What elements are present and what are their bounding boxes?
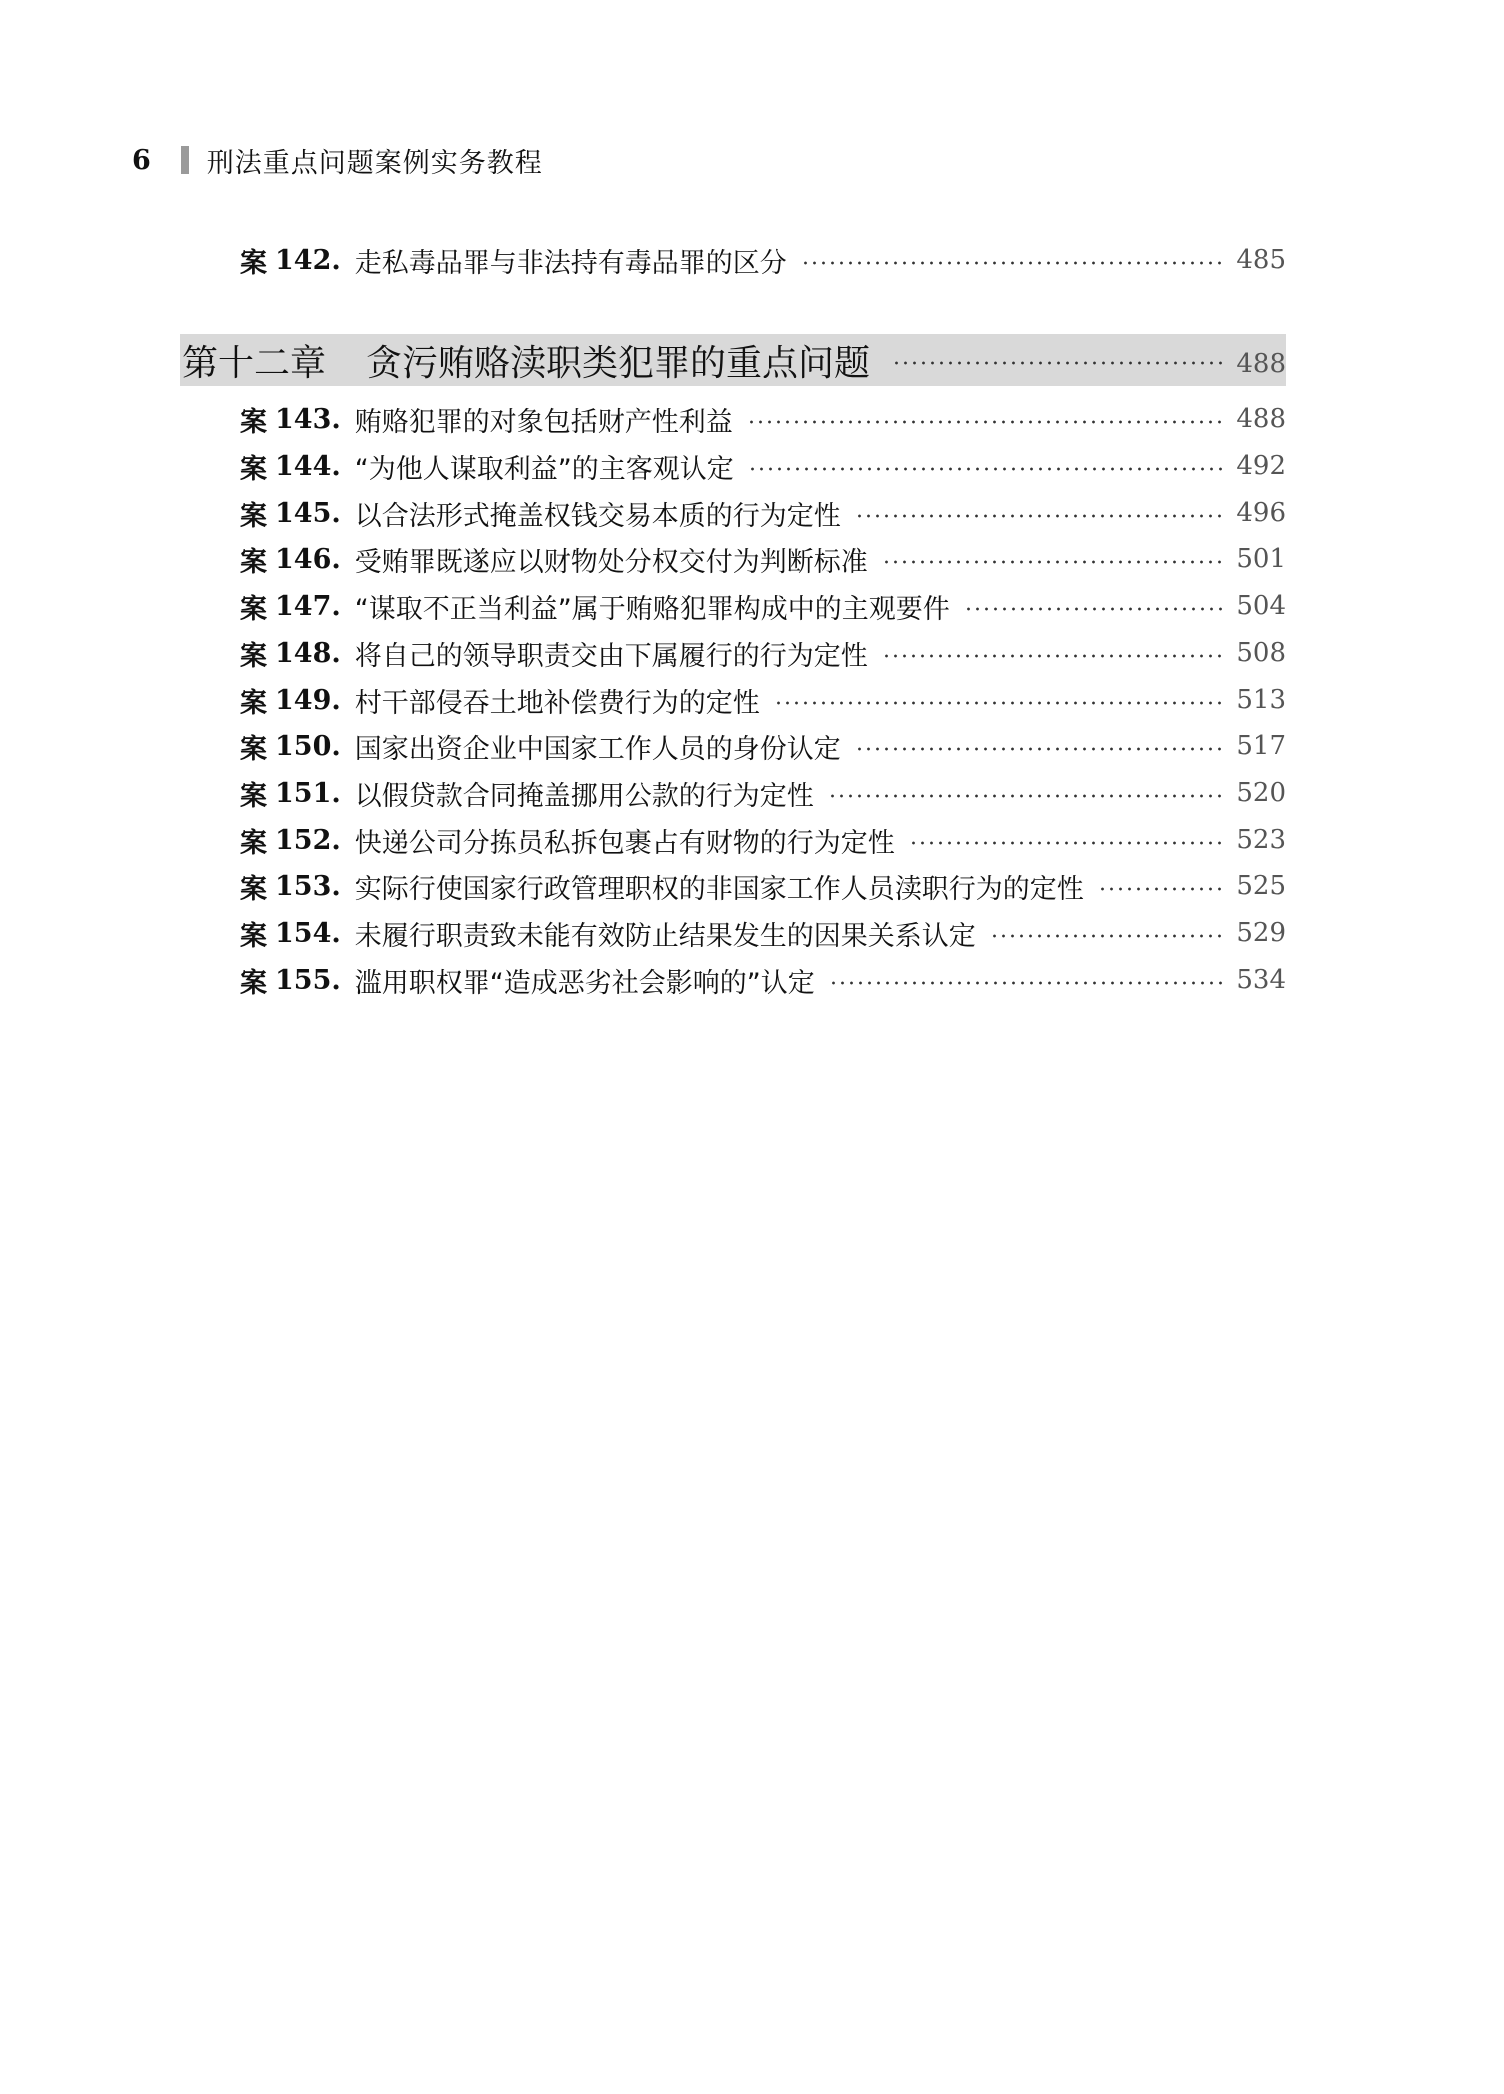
page-reference: 517	[1236, 731, 1286, 761]
dot-leader	[964, 607, 1223, 611]
dot-leader	[855, 514, 1223, 518]
dot-leader	[909, 841, 1223, 845]
dot-leader	[828, 794, 1223, 798]
toc-entry[interactable]	[240, 493, 1286, 533]
case-number: 146.	[275, 543, 341, 575]
entry-title: 国家出资企业中国家工作人员的身份认定	[354, 733, 841, 765]
case-number: 150.	[275, 730, 341, 762]
dot-leader	[747, 420, 1223, 424]
dot-leader	[1098, 887, 1223, 891]
toc-entry[interactable]	[240, 680, 1286, 720]
toc-entry[interactable]	[240, 399, 1286, 439]
toc-entry[interactable]	[240, 726, 1286, 766]
page-reference: 504	[1236, 591, 1286, 621]
toc-entry[interactable]	[240, 240, 1286, 280]
case-label: 案	[240, 546, 267, 578]
case-number: 151.	[275, 777, 341, 809]
page-reference: 525	[1236, 871, 1286, 901]
entry-title: 未履行职责致未能有效防止结果发生的因果关系认定	[354, 920, 976, 952]
toc-entry[interactable]	[240, 913, 1286, 953]
dot-leader	[829, 981, 1223, 985]
entry-title: 以合法形式掩盖权钱交易本质的行为定性	[354, 500, 841, 532]
case-label: 案	[240, 733, 267, 765]
dot-leader	[990, 934, 1223, 938]
entry-title: 将自己的领导职责交由下属履行的行为定性	[354, 640, 868, 672]
toc-entry[interactable]	[240, 773, 1286, 813]
toc-entry[interactable]	[240, 539, 1286, 579]
toc-entry[interactable]	[240, 820, 1286, 860]
case-label: 案	[240, 406, 267, 438]
case-number: 144.	[275, 450, 341, 482]
case-number: 148.	[275, 637, 341, 669]
toc-entry[interactable]	[240, 866, 1286, 906]
case-label: 案	[240, 247, 267, 279]
case-number: 143.	[275, 403, 341, 435]
page-reference: 534	[1236, 965, 1286, 995]
case-label: 案	[240, 967, 267, 999]
dot-leader	[855, 747, 1223, 751]
page-number: 6	[132, 144, 151, 176]
case-label: 案	[240, 593, 267, 625]
page-reference: 529	[1236, 918, 1286, 948]
entry-title: 滥用职权罪“造成恶劣社会影响的”认定	[354, 967, 815, 999]
dot-leader	[748, 467, 1223, 471]
page-reference: 520	[1236, 778, 1286, 808]
case-number: 154.	[275, 917, 341, 949]
dot-leader	[882, 654, 1223, 658]
case-label: 案	[240, 920, 267, 952]
entry-title: 受贿罪既遂应以财物处分权交付为判断标准	[354, 546, 868, 578]
page-reference: 496	[1236, 498, 1286, 528]
book-title: 刑法重点问题案例实务教程	[206, 147, 543, 179]
entry-title: 快递公司分拣员私拆包裹占有财物的行为定性	[354, 827, 895, 859]
case-number: 142.	[275, 244, 341, 276]
page-reference: 501	[1236, 544, 1286, 574]
page-reference: 488	[1236, 349, 1286, 379]
case-number: 145.	[275, 497, 341, 529]
page-reference: 485	[1236, 245, 1286, 275]
case-label: 案	[240, 780, 267, 812]
case-number: 149.	[275, 684, 341, 716]
page-reference: 488	[1236, 404, 1286, 434]
case-label: 案	[240, 687, 267, 719]
entry-title: 以假贷款合同掩盖挪用公款的行为定性	[354, 780, 814, 812]
case-label: 案	[240, 640, 267, 672]
running-header	[132, 140, 543, 180]
dot-leader	[774, 701, 1223, 705]
case-number: 147.	[275, 590, 341, 622]
case-label: 案	[240, 873, 267, 905]
case-number: 153.	[275, 870, 341, 902]
page-reference: 523	[1236, 825, 1286, 855]
entry-title: 走私毒品罪与非法持有毒品罪的区分	[354, 247, 787, 279]
toc-entry[interactable]	[240, 446, 1286, 486]
header-divider-bar	[181, 146, 189, 174]
dot-leader	[801, 261, 1223, 265]
page-reference: 492	[1236, 451, 1286, 481]
case-number: 155.	[275, 964, 341, 996]
chapter-title: 贪污贿赂渎职类犯罪的重点问题	[366, 342, 871, 384]
toc-entry[interactable]	[240, 633, 1286, 673]
case-label: 案	[240, 500, 267, 532]
page-reference: 508	[1236, 638, 1286, 668]
entry-title: “谋取不正当利益”属于贿赂犯罪构成中的主观要件	[354, 593, 950, 625]
case-label: 案	[240, 827, 267, 859]
chapter-heading[interactable]	[180, 334, 1286, 386]
entry-title: 村干部侵吞土地补偿费行为的定性	[354, 687, 760, 719]
entry-title: “为他人谋取利益”的主客观认定	[354, 453, 734, 485]
chapter-number: 第十二章	[182, 342, 327, 384]
entry-title: 实际行使国家行政管理职权的非国家工作人员渎职行为的定性	[354, 873, 1084, 905]
toc-entry[interactable]	[240, 586, 1286, 626]
entry-title: 贿赂犯罪的对象包括财产性利益	[354, 406, 733, 438]
toc-entry[interactable]	[240, 960, 1286, 1000]
page-reference: 513	[1236, 685, 1286, 715]
dot-leader	[882, 560, 1223, 564]
case-label: 案	[240, 453, 267, 485]
dot-leader	[892, 361, 1222, 365]
case-number: 152.	[275, 824, 341, 856]
